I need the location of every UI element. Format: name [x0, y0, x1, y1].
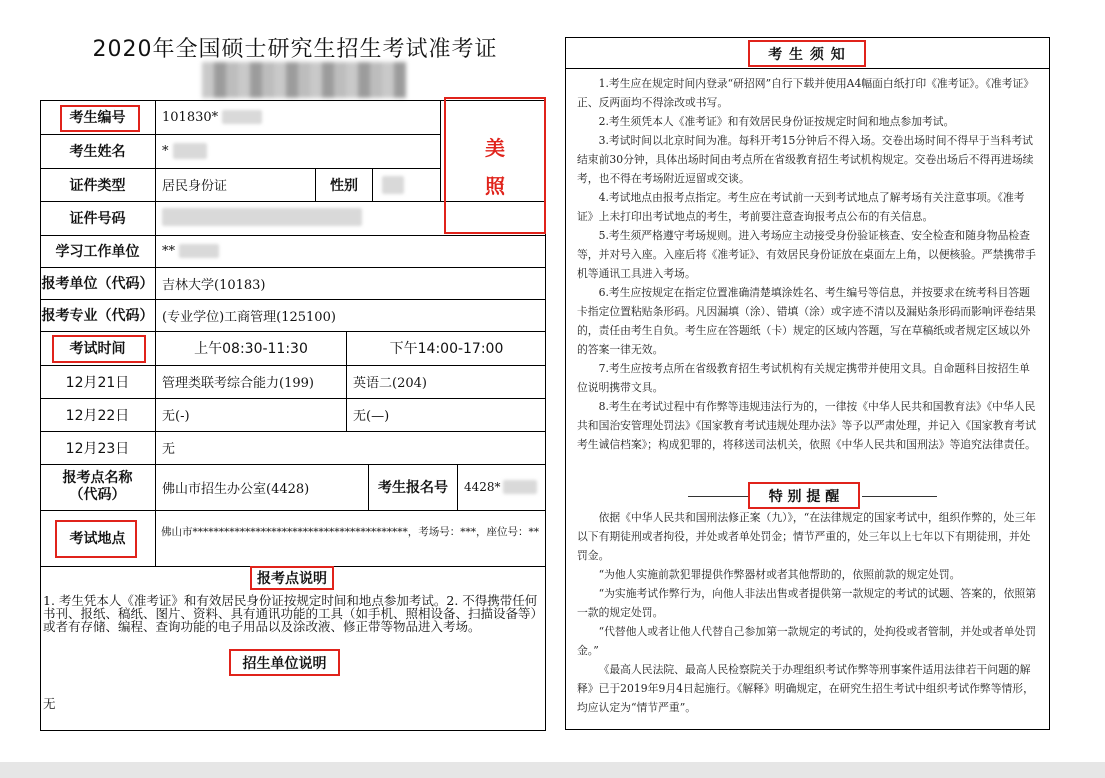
site-note-text: 1. 考生凭本人《准考证》和有效居民身份证按规定时间和地点参加考试。2. 不得携带任何书刊、报纸、稿纸、图片、资料、具有通讯功能的工具（如手机、照相设备、扫描设备等）或者有存储、编程、查询功能的电子用品以及涂改液、修正带等物品进入考场。 [43, 593, 544, 634]
notice-list [577, 74, 1039, 454]
site-name-value: 佛山市招生办公室(4428) [162, 481, 310, 497]
special-title: 特 别 提 醒 [768, 488, 840, 505]
grid-line [440, 100, 441, 201]
photo-label-2: 照 [485, 174, 505, 198]
photo-placeholder [444, 97, 546, 234]
am-session-label: 上午08:30-11:30 [194, 341, 308, 357]
site-note-title: 报考点说明 [257, 571, 327, 587]
id-no-value [162, 208, 362, 226]
unit-note-title: 招生单位说明 [242, 656, 327, 672]
special-item: 《最高人民法院、最高人民检察院关于办理组织考试作弊等刑事案件适用法律若干问题的解释》已于2019年9月4日起施行。《解释》明确规定，在研究生招生考试中组织考试作弊等情形，均应认定为“情节严重”。 [577, 663, 1034, 714]
highlight-box [60, 105, 140, 132]
highlight-box [250, 566, 334, 590]
divider [862, 496, 937, 497]
exam-no-label: 考生编号 [69, 110, 126, 126]
highlight-box [52, 335, 146, 363]
name-label: 考生姓名 [69, 144, 126, 160]
divider [688, 496, 748, 497]
notice-item: 8.考生在考试过程中有作弊等违规违法行为的，一律按《中华人民共和国教育法》《中华人民共和国治安管理处罚法》《国家教育考试违规处理办法》等予以严肃处理，并记入《国家教育考试考生诚信档案》；构成犯罪的，将移送司法机关，依照《中华人民共和国刑法》等追究法律责任。 [577, 400, 1036, 451]
gender-value [382, 176, 404, 194]
exam-time-label: 考试时间 [69, 341, 126, 357]
location-label: 考试地点 [69, 531, 126, 547]
location-value: 佛山市*****************************************，考场号：***，座位号：** [161, 526, 539, 538]
gender-label: 性别 [330, 177, 358, 194]
schedule-date: 12月22日 [65, 407, 130, 424]
grid-line [372, 168, 373, 201]
page-edge [0, 762, 1105, 778]
page-title: 2020年全国硕士研究生招生考试准考证 [92, 37, 498, 62]
major-value: (专业学位)工商管理(125100) [162, 309, 336, 325]
special-item: “为他人实施前款犯罪提供作弊器材或者其他帮助的，依照前款的规定处罚。 [598, 568, 961, 581]
schedule-am-subject: 无(-) [162, 409, 190, 424]
unit-note-text: 无 [43, 696, 56, 711]
schedule-date: 12月23日 [65, 440, 130, 457]
apply-unit-label: 报考单位（代码） [41, 276, 154, 292]
pm-session-label: 下午14:00-17:00 [389, 341, 504, 357]
notice-item: 4.考试地点由报考点指定。考生应在考试前一天到考试地点了解考场有关注意事项。《准考证》上未打印出考试地点的考生，考前要注意查询报考点公布的有关信息。 [577, 191, 1025, 223]
schedule-date: 12月21日 [65, 374, 130, 391]
reg-no-label: 考生报名号 [378, 480, 448, 496]
name-value: * [156, 134, 440, 168]
id-no-label: 证件号码 [69, 211, 126, 227]
special-item: 依据《中华人民共和国刑法修正案（九）》，“在法律规定的国家考试中，组织作弊的，处三年以下有期徒刑或者拘役，并处或者单处罚金；情节严重的，处三年以上七年以下有期徒刑，并处罚金。 [577, 511, 1036, 562]
highlight-box [748, 40, 866, 67]
highlight-box [55, 520, 137, 558]
work-unit-value: ** [156, 235, 546, 267]
redacted-name-block [202, 62, 406, 98]
schedule-pm-subject: 英语二(204) [353, 376, 427, 391]
exam-no-value: 101830* [156, 100, 440, 134]
photo-label-1: 美 [485, 136, 505, 160]
id-type-label: 证件类型 [69, 177, 126, 194]
site-name-label: 报考点名称 （代码） [62, 470, 133, 503]
notice-item: 5.考生须严格遵守考场规则。进入考场应主动接受身份验证核查、安全检查和随身物品检查等，并对号入座。入座后将《准考证》、有效居民身份证放在桌面左上角，以便核验。严禁携带手机等通讯工具进入考场。 [577, 229, 1036, 280]
apply-unit-value: 吉林大学(10183) [162, 277, 266, 293]
notice-title: 考 生 须 知 [768, 46, 846, 63]
notice-item: 1.考生应在规定时间内登录“研招网”自行下载并使用A4幅面白纸打印《准考证》。《准考证》正、反两面均不得涂改或书写。 [577, 77, 1035, 109]
special-list [577, 508, 1039, 717]
reg-no-value: 4428* [458, 464, 546, 510]
special-item: “为实施考试作弊行为，向他人非法出售或者提供第一款规定的考试的试题、答案的，依照第一款的规定处罚。 [577, 587, 1036, 619]
schedule-am-subject: 管理类联考综合能力(199) [162, 376, 314, 391]
highlight-box [229, 649, 340, 676]
notice-item: 3.考试时间以北京时间为准。每科开考15分钟后不得入场。交卷出场时间不得早于当科考试结束前30分钟，具体出场时间由考点所在省级教育招生考试机构规定。交卷出场后不得再进场续考，也不得在考场附近逗留或交谈。 [577, 134, 1034, 185]
schedule-pm-subject: 无(—) [353, 409, 390, 424]
schedule-am-subject: 无 [162, 442, 176, 457]
grid-line [565, 68, 1050, 69]
major-label: 报考专业（代码） [41, 308, 154, 324]
id-type-value: 居民身份证 [162, 179, 228, 194]
notice-item: 2.考生须凭本人《准考证》和有效居民身份证按规定时间和地点参加考试。 [598, 115, 955, 128]
work-unit-label: 学习工作单位 [55, 244, 140, 260]
notice-item: 7.考生应按考点所在省级教育招生考试机构有关规定携带并使用文具。自命题科目按招生单位说明携带文具。 [577, 362, 1030, 394]
special-item: “代替他人或者让他人代替自己参加第一款规定的考试的，处拘役或者管制，并处或者单处罚金。” [577, 625, 1036, 657]
notice-item: 6.考生应按规定在指定位置准确清楚填涂姓名、考生编号等信息，并按要求在统考科目答题卡指定位置粘贴条形码。凡因漏填（涂）、错填（涂）或字迹不清以及漏贴条形码而影响评卷结果的，责任由考生自负。考生应在答题纸（卡）规定的区域内答题，写在草稿纸或者规定区域以外的答案一律无效。 [577, 286, 1036, 356]
highlight-box [748, 482, 860, 509]
